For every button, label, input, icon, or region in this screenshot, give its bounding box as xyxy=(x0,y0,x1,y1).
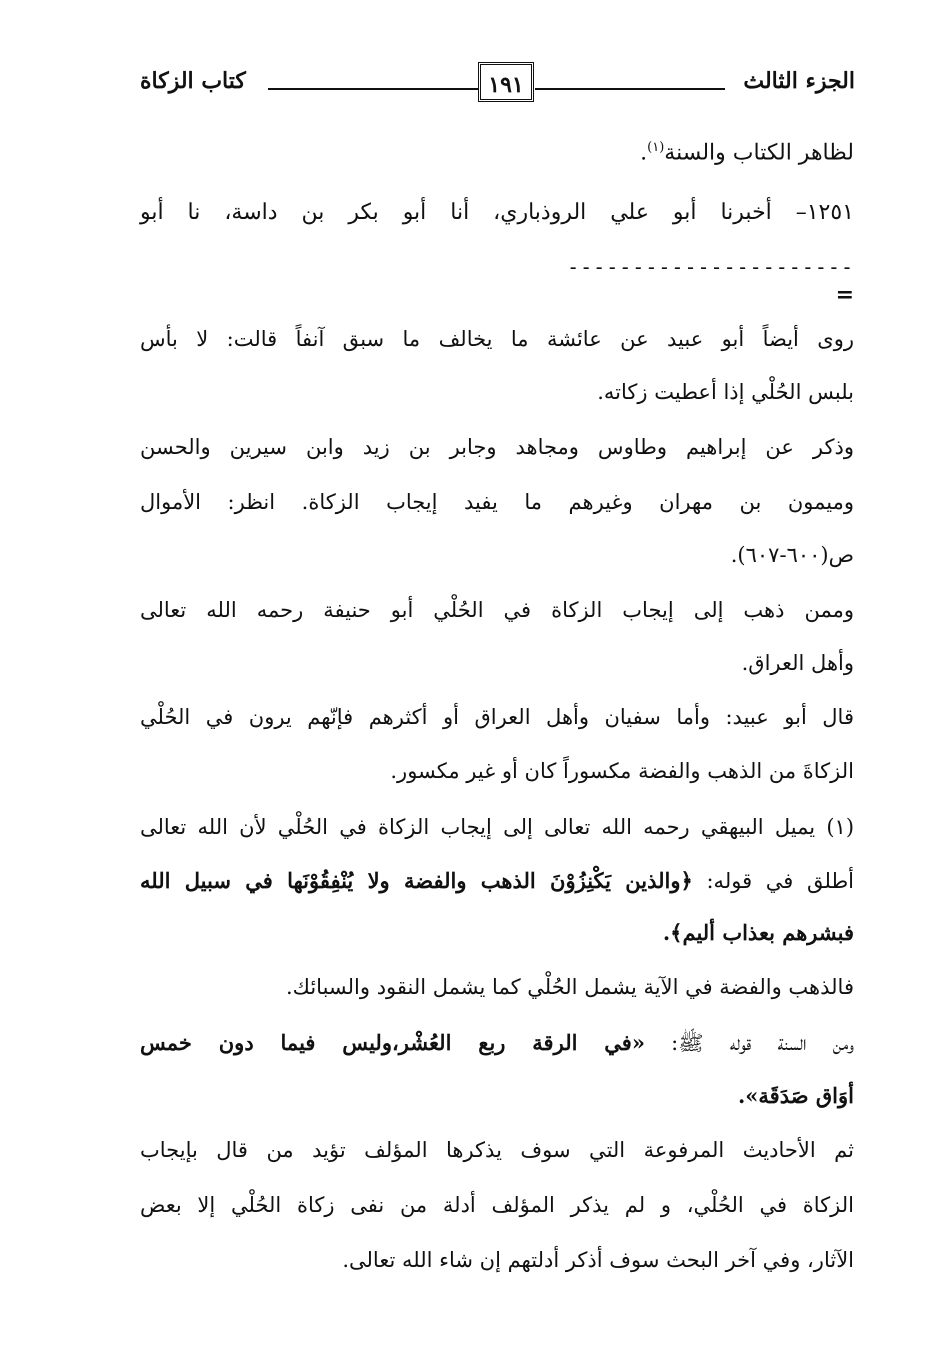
hadith-chain-line: ١٢٥١– أخبرنا أبو علي الروذباري، أنا أبو بكر بن داسة، نا أبو xyxy=(140,200,854,225)
note-line: وميمون بن مهران وغيرهم ما يفيد إيجاب الزكاة. انظر: الأموال xyxy=(140,490,854,514)
footnote-line: فالذهب والفضة في الآية يشمل الحُلْي كما يشمل النقود والسبائك. xyxy=(285,975,854,999)
note-line: وممن ذهب إلى إيجاب الزكاة في الحُلْي أبو حنيفة رحمه الله تعالى xyxy=(140,598,854,622)
note-line: قال أبو عبيد: وأما سفيان وأهل العراق أو أكثرهم فإنّهم يرون في الحُلْي xyxy=(140,705,854,729)
part-label: الجزء الثالث xyxy=(743,68,855,94)
header-rule-right xyxy=(535,88,725,90)
page-number: ١٩١ xyxy=(478,62,534,102)
footnote-line: الزكاة في الحُلْي، و لم يذكر المؤلف أدلة من نفى زكاة الحُلْي إلا بعض xyxy=(140,1193,854,1217)
note-line: وذكر عن إبراهيم وطاوس ومجاهد وجابر بن زيد وابن سيرين والحسن xyxy=(140,435,854,459)
note-line: روى أيضاً أبو عبيد عن عائشة ما يخالف ما سبق آنفاً قالت: لا بأس xyxy=(140,327,854,351)
footnote-separator: ---------------------- xyxy=(567,255,854,279)
footnote-line xyxy=(140,815,854,840)
main-text-line xyxy=(140,140,854,167)
footnote-line: الآثار، وفي آخر البحث سوف أذكر أدلتهم إن شاء الله تعالى. xyxy=(342,1248,854,1272)
main-text-segment: لظاهر الكتاب والسنة xyxy=(664,140,854,166)
header-rule-left xyxy=(268,88,478,90)
quran-verse: فبشرهم بعذاب أليم﴾. xyxy=(662,920,854,945)
footnote-line xyxy=(140,1030,854,1056)
footnote-text: ومن السنة قوله ﷺ: xyxy=(644,1031,854,1055)
note-line: الزكاةَ من الذهب والفضة مكسوراً كان أو غير مكسور. xyxy=(390,759,854,783)
footnote-marker: (١) xyxy=(826,815,855,839)
note-line: بلبس الحُلْي إذا أعطيت زكاته. xyxy=(597,380,854,404)
running-header xyxy=(140,62,855,108)
footnote-text: يميل البيهقي رحمه الله تعالى إلى إيجاب الزكاة في الحُلْي لأن الله تعالى xyxy=(140,815,816,839)
hadith-quote: أوَاق صَدَقَة». xyxy=(737,1083,854,1108)
footnote-text: أطلق في قوله: xyxy=(692,869,855,893)
book-title: كتاب الزكاة xyxy=(140,68,246,94)
hadith-quote: «في الرقة ربع العُشْر،وليس فيما دون خمس xyxy=(140,1030,645,1055)
footnote-line: ثم الأحاديث المرفوعة التي سوف يذكرها المؤلف تؤيد من قال بإيجاب xyxy=(140,1138,854,1162)
footnote-reference: (١) xyxy=(647,140,665,155)
note-line: ص(٦٠٠-٦٠٧). xyxy=(730,543,854,567)
quran-verse: ﴿والذين يَكْنِزُوْنَ الذهب والفضة ولا يُنْفِقُوْنَها في سبيل الله xyxy=(140,868,693,893)
continuation-mark: = xyxy=(835,282,854,308)
main-text-segment: . xyxy=(640,140,648,166)
footnote-line xyxy=(140,868,854,894)
note-line: وأهل العراق. xyxy=(741,651,854,675)
